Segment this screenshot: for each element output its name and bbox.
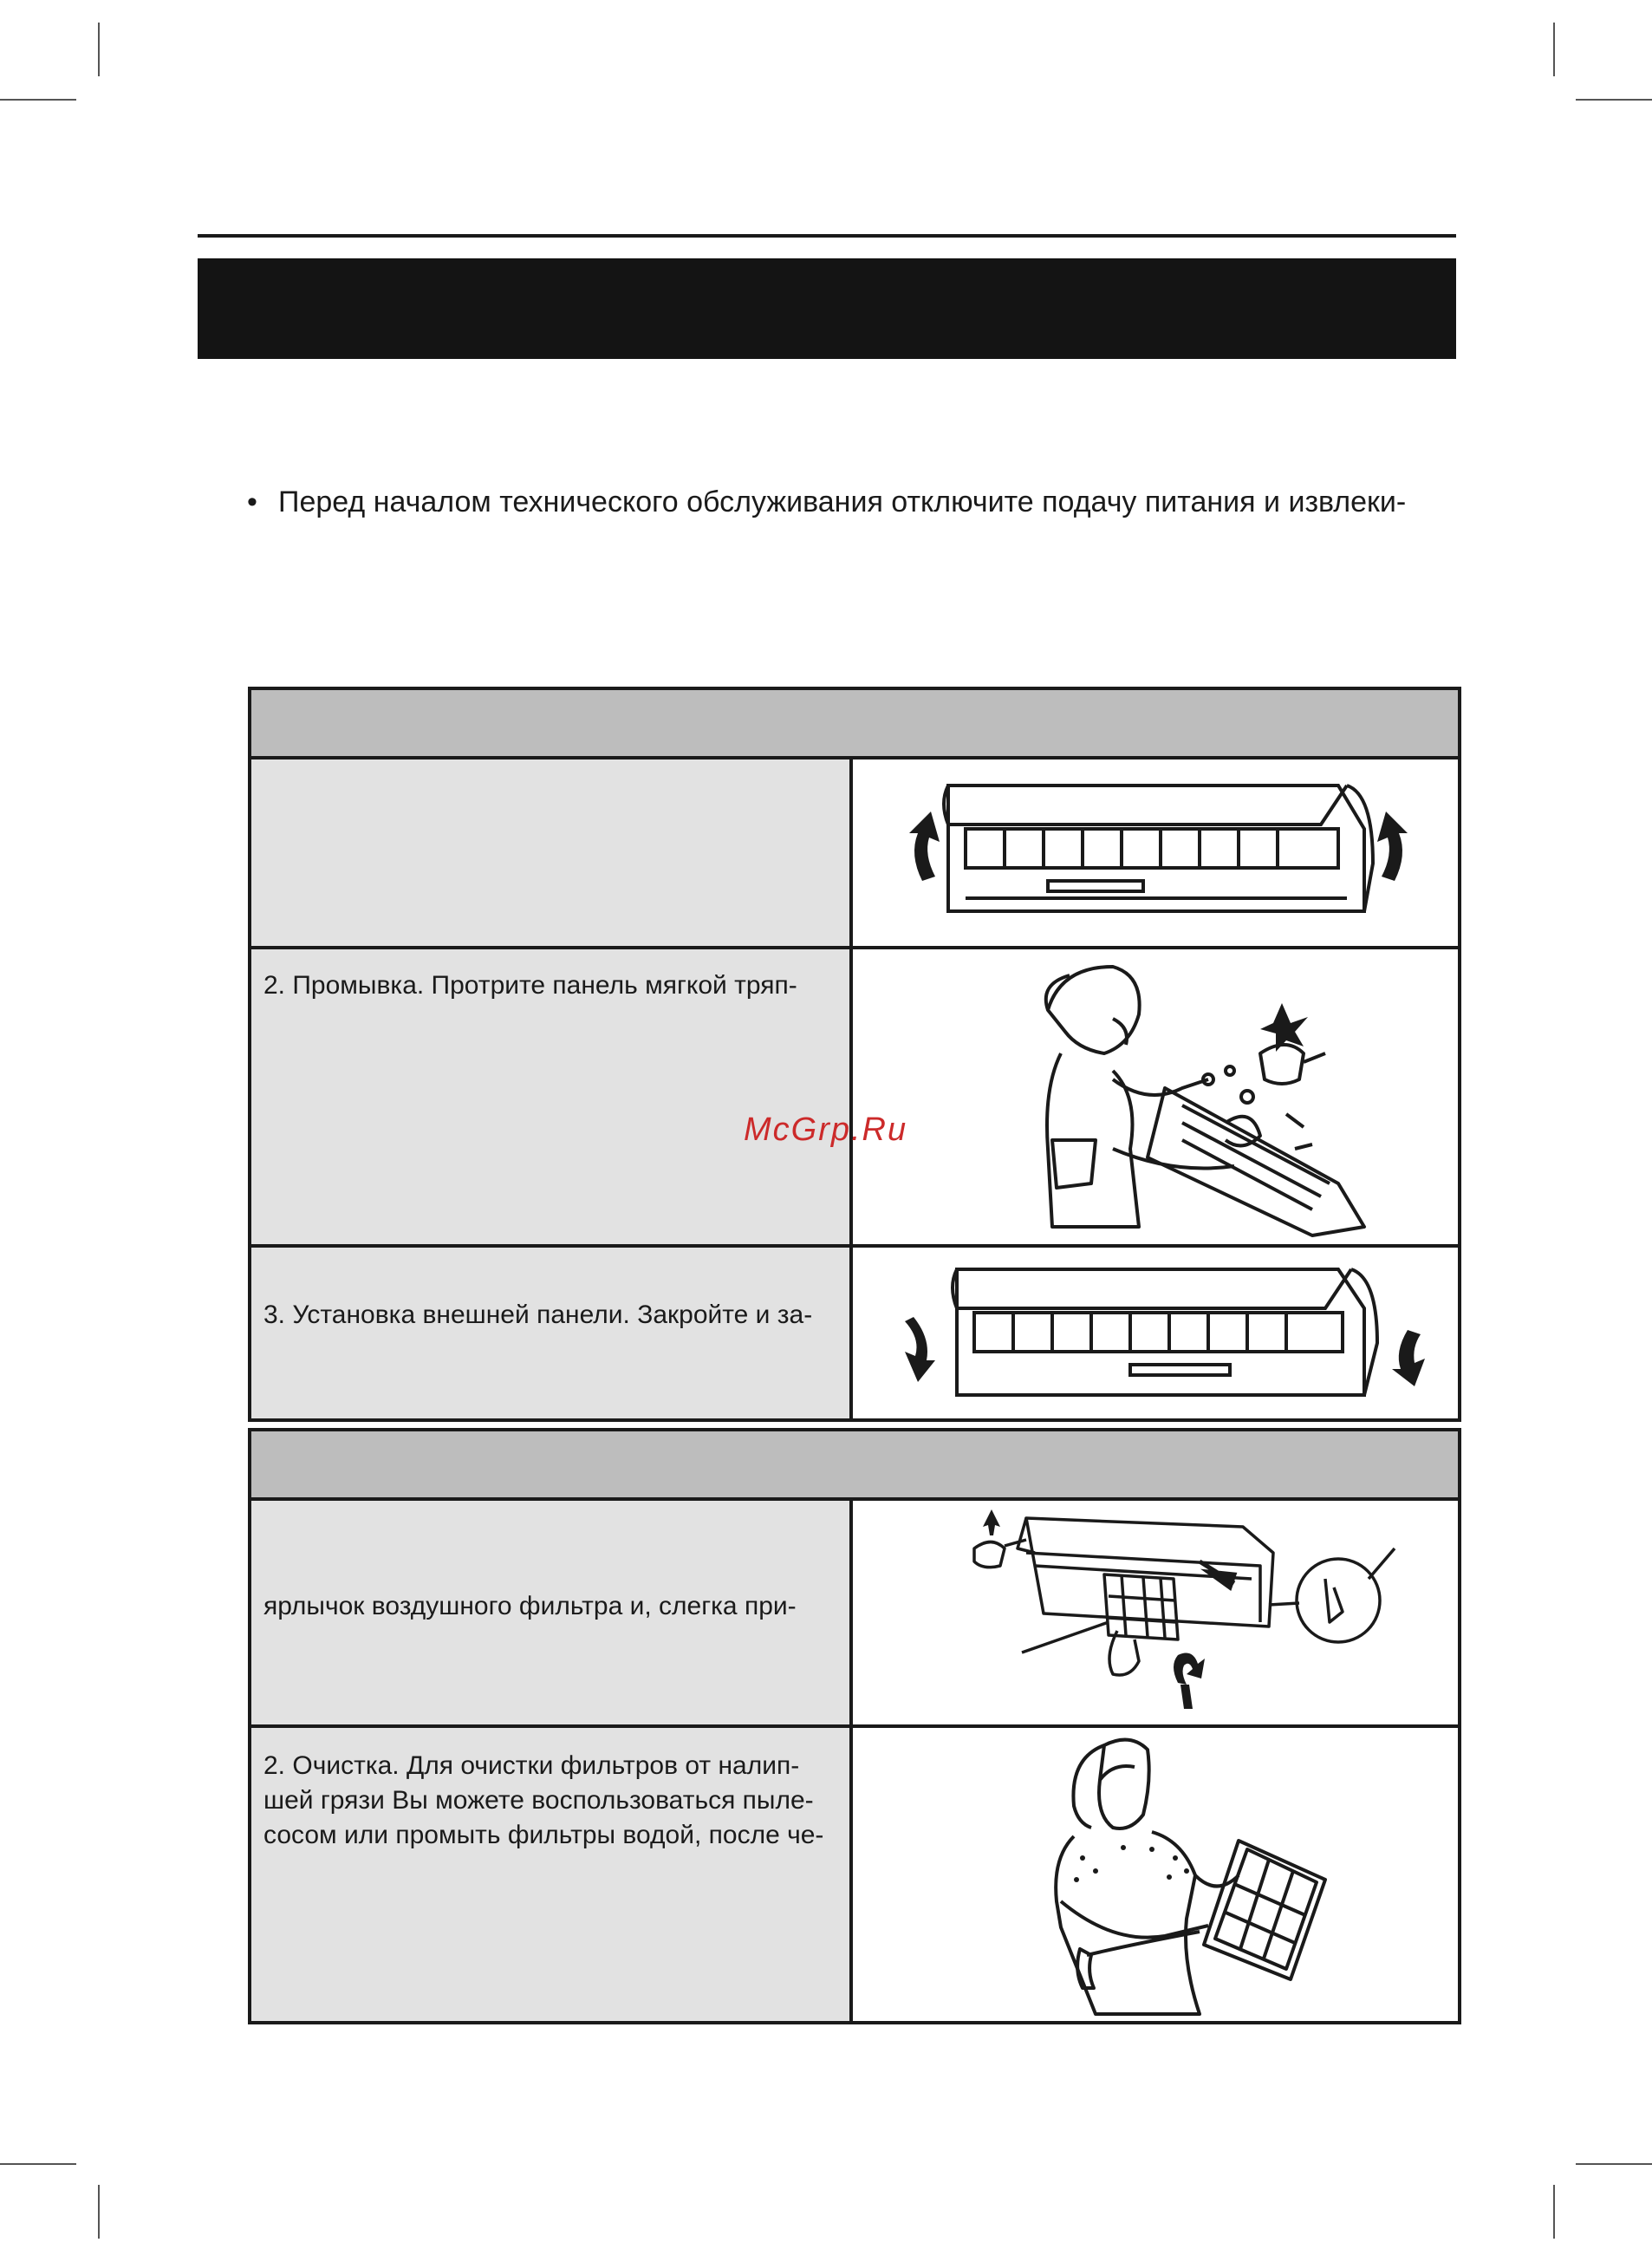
step-text: 3. Установка внешней панели. Закройте и за- [263,1300,813,1329]
woman-washing-panel-illustration [853,949,1451,1244]
header-rule [198,234,1456,238]
ac-panel-open-illustration [853,759,1451,946]
step-text-cell [251,949,853,1244]
section-title-bar [198,258,1456,359]
crop-mark [0,99,76,101]
table-row [251,1248,1458,1418]
crop-mark [0,2163,76,2165]
step-text-cell [251,759,853,946]
step-text: 2. Очистка. Для очистки фильтров от налип- шей грязи Вы можете воспользоваться пыле- сосом или промыть фильтры водой, после че- [263,1751,824,1849]
watermark: McGrp.Ru [744,1111,908,1148]
step-text-cell [251,1728,853,2021]
crop-mark [1576,99,1652,101]
table-row [251,1728,1458,2021]
step-image-cell [853,1248,1458,1418]
table-row [251,759,1458,949]
filter-section-header [251,1431,1458,1501]
step-image-cell [853,949,1458,1244]
step-text: 2. Промывка. Протрите панель мягкой тряп- [263,971,797,1000]
crop-mark [98,23,100,76]
table-row [251,949,1458,1248]
crop-mark [98,2185,100,2239]
table-row [251,1501,1458,1728]
panel-section-header [251,690,1458,759]
woman-vacuuming-filter-illustration [853,1728,1451,2021]
bullet-symbol: • [247,486,257,518]
step-text: ярлычок воздушного фильтра и, слегка при- [263,1592,797,1620]
step-image-cell [853,1728,1458,2021]
ac-panel-close-illustration [853,1248,1451,1418]
crop-mark [1553,2185,1555,2239]
maintenance-warning [247,486,1406,519]
filter-removal-illustration [853,1501,1451,1724]
step-image-cell [853,759,1458,946]
warning-text: Перед началом технического обслуживания отключите подачу питания и извлеки- [278,486,1407,518]
filter-cleaning-table [248,1428,1461,2024]
crop-mark [1576,2163,1652,2165]
step-text-cell [251,1501,853,1724]
step-image-cell [853,1501,1458,1724]
step-text-cell [251,1248,853,1418]
panel-cleaning-table [248,687,1461,1422]
crop-mark [1553,23,1555,76]
